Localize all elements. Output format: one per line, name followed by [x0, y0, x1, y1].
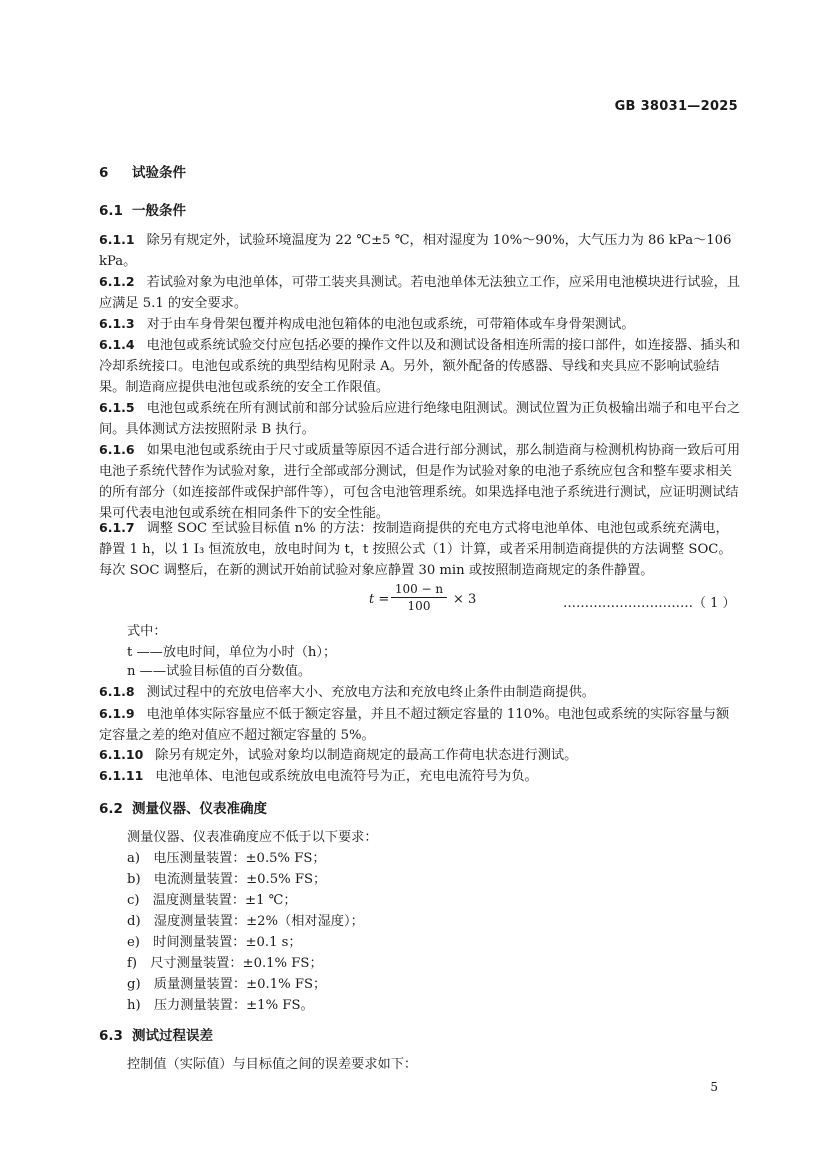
- accuracy-intro: 测量仪器、仪表准确度应不低于以下要求：: [127, 830, 378, 845]
- formula-numerator: 100 − n: [391, 582, 447, 598]
- formula-rhs: × 3: [453, 592, 477, 607]
- standard-code: GB 38031—2025: [614, 99, 738, 114]
- clause-number: 6.1.6: [99, 442, 135, 457]
- clause-text: 对于由车身骨架包覆并构成电池包箱体的电池包或系统，可带箱体或车身骨架测试。: [146, 317, 635, 332]
- section-6-1-heading: [99, 199, 186, 219]
- section-title: 测量仪器、仪表准确度: [132, 801, 267, 817]
- clause-number: 6.1.2: [99, 274, 135, 289]
- clause-text: 调整 SOC 至试验目标值 n% 的方法：按制造商提供的充电方式将电池单体、电池包或系统充满电，静置 1 h，以 1 I₃ 恒流放电，放电时间为 t，t 按照公式（1）计算，或者采用制造商提供的方法调整 SOC。每次 SOC 调整后，在新的测试开始前试验对象应静置 30 min 或按照制造商规定的条件静置。: [99, 521, 732, 578]
- list-item: f) 尺寸测量装置：±0.1% FS；: [127, 956, 323, 971]
- clause-6-1-9: [99, 703, 741, 746]
- where-n-definition: n ——试验目标值的百分数值。: [127, 664, 312, 679]
- clause-number: 6.1.4: [99, 337, 135, 352]
- clause-number: 6.1.11: [99, 768, 144, 783]
- clause-text: 电池单体、电池包或系统放电电流符号为正，充电电流符号为负。: [155, 769, 538, 784]
- clause-text: 电池包或系统在所有测试前和部分试验后应进行绝缘电阻测试。测试位置为正负极输出端子和电平台之间。具体测试方法按照附录 B 执行。: [99, 401, 741, 437]
- formula-label: …………………………（ 1 ）: [563, 596, 736, 611]
- section-number: 6.1: [99, 203, 123, 219]
- section-6-3-heading: [99, 1024, 213, 1044]
- clause-number: 6.1.1: [99, 232, 135, 247]
- list-item: b) 电流测量装置：±0.5% FS；: [127, 872, 327, 887]
- section-title: 一般条件: [132, 203, 186, 219]
- clause-text: 电池包或系统试验交付应包括必要的操作文件以及和测试设备相连所需的接口部件，如连接器、插头和冷却系统接口。电池包或系统的典型结构见附录 A。另外，额外配备的传感器、导线和夹具应不影响试验结果。制造商应提供电池包或系统的安全工作限值。: [99, 338, 741, 395]
- clause-text: 电池单体实际容量应不低于额定容量，并且不超过额定容量的 110%。电池包或系统的实际容量与额定容量之差的绝对值应不超过额定容量的 5%。: [99, 707, 730, 743]
- formula-denominator: 100: [407, 599, 431, 613]
- error-intro: 控制值（实际值）与目标值之间的误差要求如下：: [127, 1057, 418, 1072]
- formula-1: [369, 582, 736, 622]
- list-item: c) 温度测量装置：±1 ℃；: [127, 893, 297, 908]
- clause-text: 若试验对象为电池单体，可带工装夹具测试。若电池单体无法独立工作，应采用电池模块进行试验，且应满足 5.1 的安全要求。: [99, 275, 741, 311]
- clause-6-1-11: [99, 765, 741, 787]
- clause-number: 6.1.3: [99, 316, 135, 331]
- section-6-heading: [99, 161, 186, 181]
- list-item: g) 质量测量装置：±0.1% FS；: [127, 977, 327, 992]
- clause-6-1-3: [99, 313, 741, 335]
- section-number: 6: [99, 165, 109, 181]
- clause-text: 测试过程中的充放电倍率大小、充放电方法和充放电终止条件由制造商提供。: [146, 685, 595, 700]
- where-t-definition: t ——放电时间，单位为小时（h）；: [127, 645, 337, 660]
- section-title: 试验条件: [132, 165, 186, 181]
- clause-6-1-2: [99, 271, 741, 314]
- clause-number: 6.1.8: [99, 684, 135, 699]
- formula-lhs: t =: [369, 592, 390, 607]
- where-intro: 式中：: [127, 624, 167, 639]
- clause-number: 6.1.7: [99, 520, 135, 535]
- clause-number: 6.1.9: [99, 706, 135, 721]
- clause-6-1-4: [99, 334, 741, 398]
- clause-number: 6.1.5: [99, 400, 135, 415]
- formula-fraction: [391, 582, 447, 613]
- clause-6-1-10: [99, 744, 741, 766]
- page-number: 5: [710, 1080, 718, 1094]
- clause-6-1-8: [99, 681, 741, 703]
- clause-6-1-5: [99, 397, 741, 440]
- list-item: h) 压力测量装置：±1% FS。: [127, 998, 314, 1013]
- clause-6-1-1: [99, 229, 741, 272]
- section-6-2-heading: [99, 797, 267, 817]
- list-item: d) 湿度测量装置：±2%（相对湿度）；: [127, 914, 364, 929]
- clause-6-1-7: [99, 517, 741, 581]
- clause-text: 除另有规定外，试验对象均以制造商规定的最高工作荷电状态进行测试。: [155, 748, 578, 763]
- list-item: a) 电压测量装置：±0.5% FS；: [127, 851, 326, 866]
- clause-number: 6.1.10: [99, 747, 144, 762]
- section-number: 6.2: [99, 801, 123, 817]
- clause-text: 除另有规定外，试验环境温度为 22 ℃±5 ℃，相对湿度为 10%～90%，大气压力为 86 kPa～106 kPa。: [99, 233, 732, 269]
- clause-6-1-6: [99, 439, 741, 524]
- clause-text: 如果电池包或系统由于尺寸或质量等原因不适合进行部分测试，那么制造商与检测机构协商一致后可用电池子系统代替作为试验对象，进行全部或部分测试，但是作为试验对象的电池子系统应包含和整车要求相关的所有部分（如连接部件或保护部件等），可包含电池管理系统。如果选择电池子系统进行测试，应证明测试结果可代表电池包或系统在相同条件下的安全性能。: [99, 443, 741, 521]
- section-title: 测试过程误差: [132, 1028, 213, 1044]
- section-number: 6.3: [99, 1028, 123, 1044]
- list-item: e) 时间测量装置：±0.1 s；: [127, 935, 302, 950]
